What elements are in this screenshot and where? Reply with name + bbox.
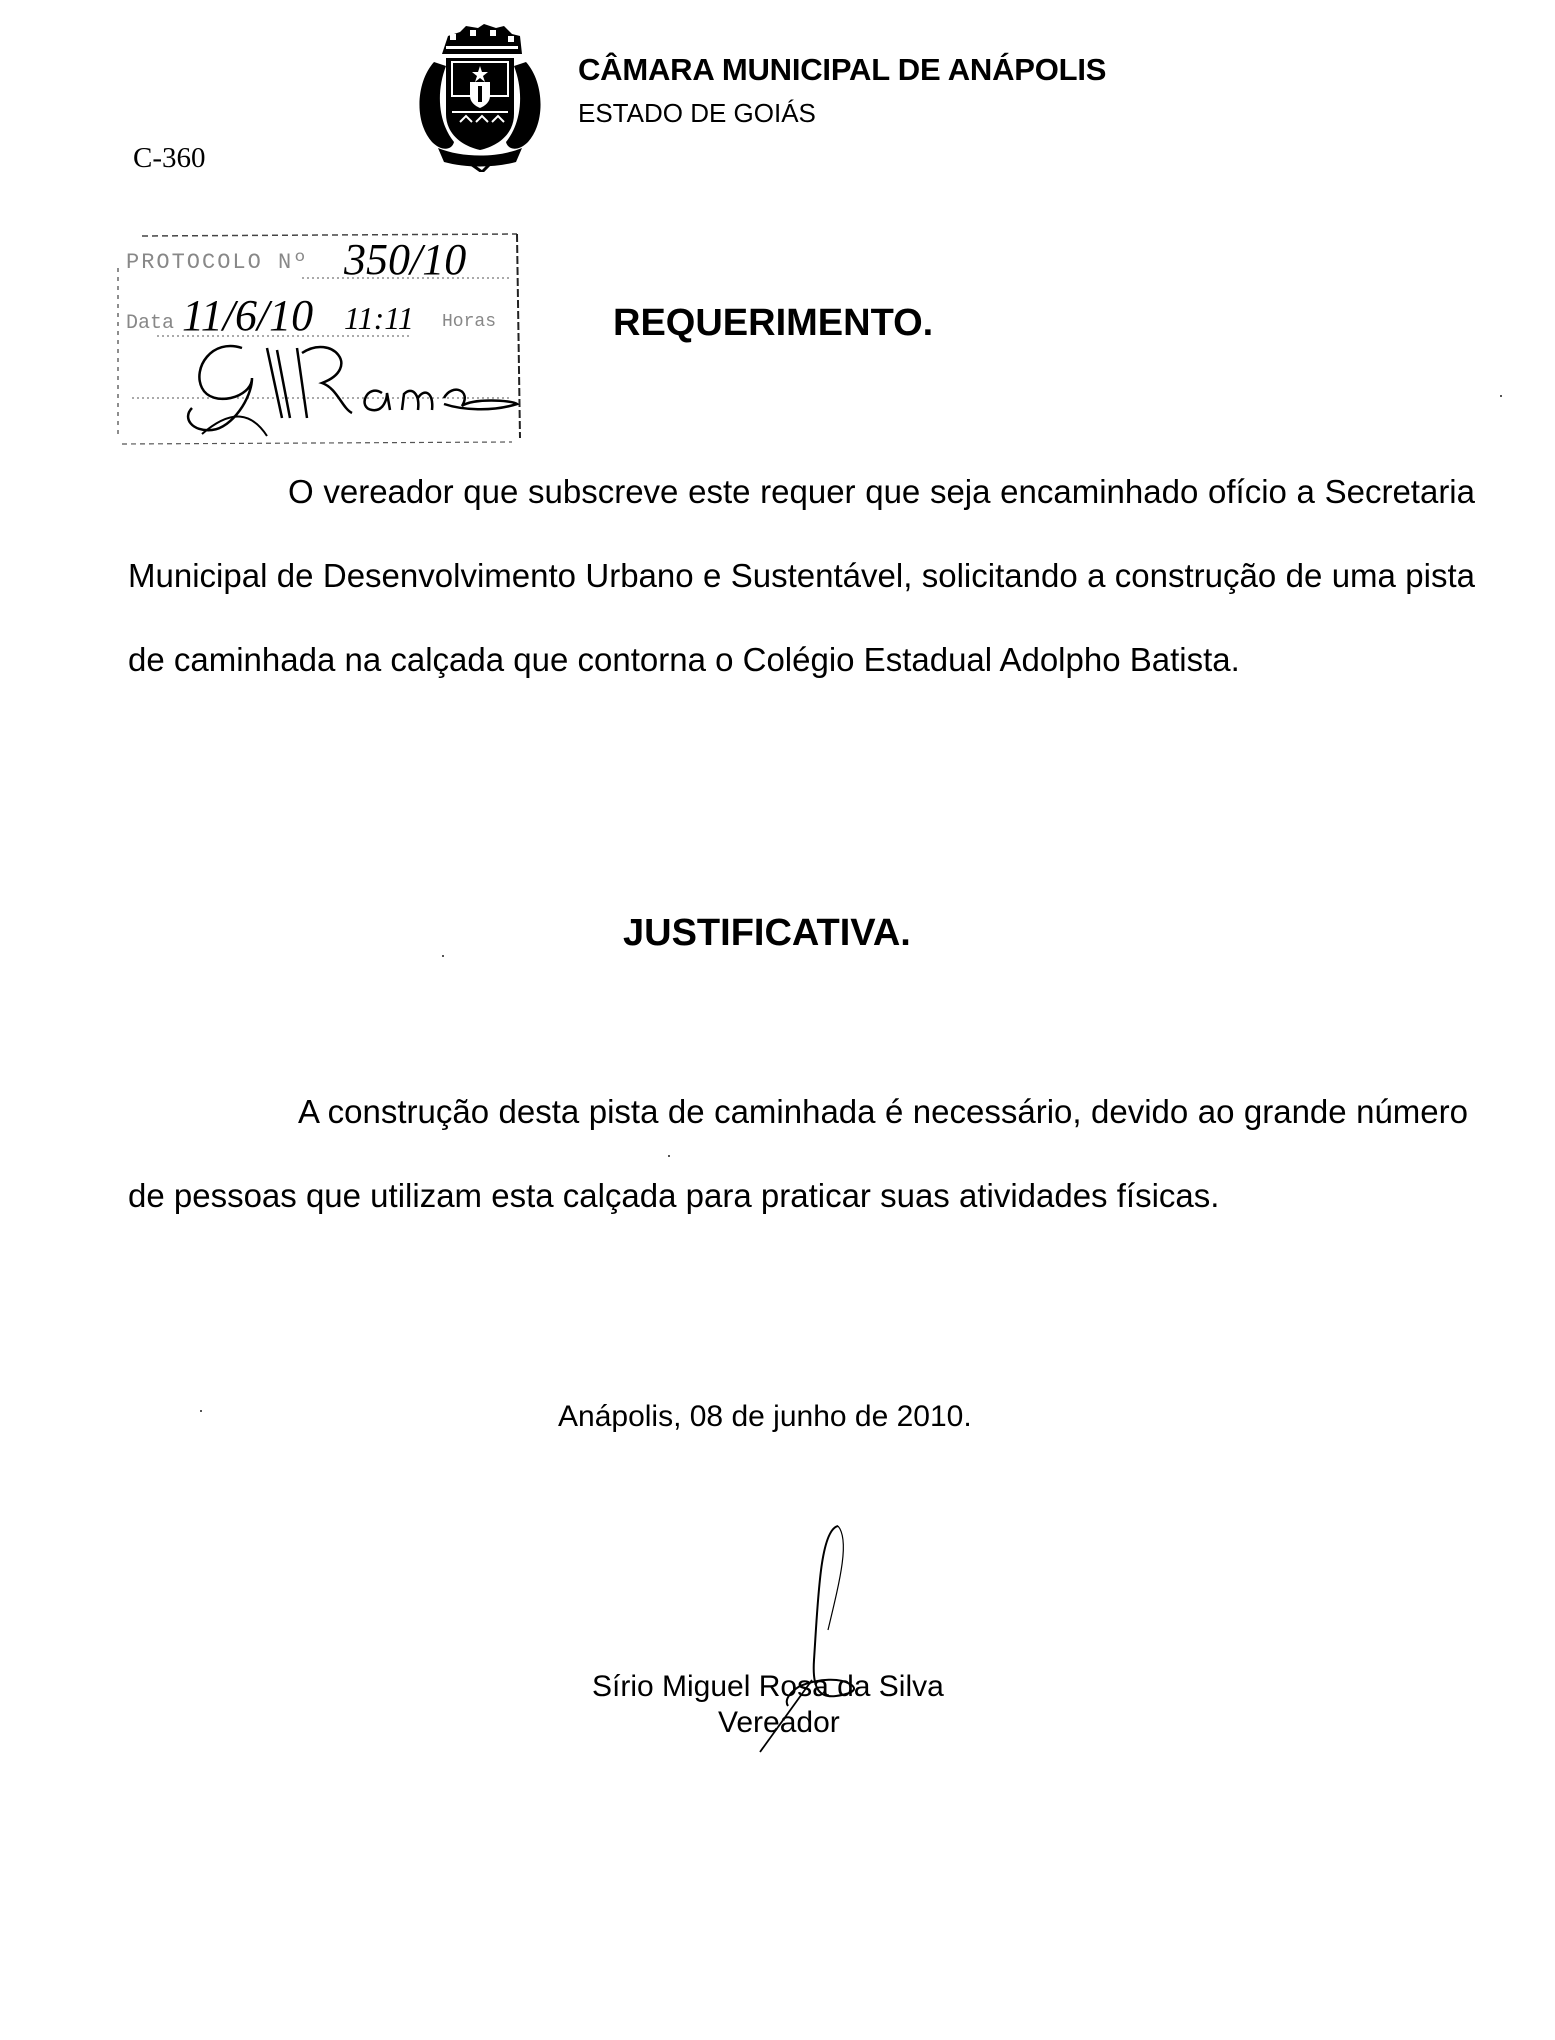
protocol-number: 350/10 — [344, 235, 467, 284]
justificativa-heading: JUSTIFICATIVA. — [623, 912, 911, 954]
stamp-time: 11:11 — [344, 300, 414, 336]
scan-speck — [442, 955, 444, 957]
handwritten-signature-icon — [172, 338, 522, 438]
protocol-label: PROTOCOLO Nº — [126, 250, 309, 275]
hours-label: Horas — [442, 312, 497, 332]
justificativa-body — [128, 1070, 1468, 1238]
municipal-coat-of-arms-icon — [412, 22, 548, 172]
state-name: ESTADO DE GOIÁS — [578, 98, 816, 128]
requerimento-heading: REQUERIMENTO. — [613, 302, 934, 344]
protocol-stamp — [112, 228, 522, 448]
stamp-date: 11/6/10 — [182, 291, 314, 340]
signer-role: Vereador — [718, 1706, 840, 1739]
organization-name: CÂMARA MUNICIPAL DE ANÁPOLIS — [578, 52, 1107, 87]
justificativa-text: A construção desta pista de caminhada é necessário, devido ao grande número de pessoas que utilizam esta calçada para praticar suas atividades físicas. — [128, 1093, 1468, 1214]
requerimento-body — [128, 450, 1475, 702]
scan-speck — [668, 1155, 670, 1157]
document-code: C-360 — [133, 142, 206, 174]
place-and-date: Anápolis, 08 de junho de 2010. — [558, 1400, 972, 1433]
signer-name: Sírio Miguel Rosa da Silva — [592, 1670, 944, 1703]
scan-speck — [1500, 395, 1502, 397]
requerimento-text: O vereador que subscreve este requer que seja encaminhado ofício a Secretaria Municipal de Desenvolvimento Urbano e Sustentável, solicitando a construção de uma pista de caminhada na calçada que contorna o Colégio Estadual Adolpho Batista. — [128, 473, 1475, 678]
scan-speck — [200, 1410, 202, 1412]
date-label: Data — [126, 312, 175, 335]
